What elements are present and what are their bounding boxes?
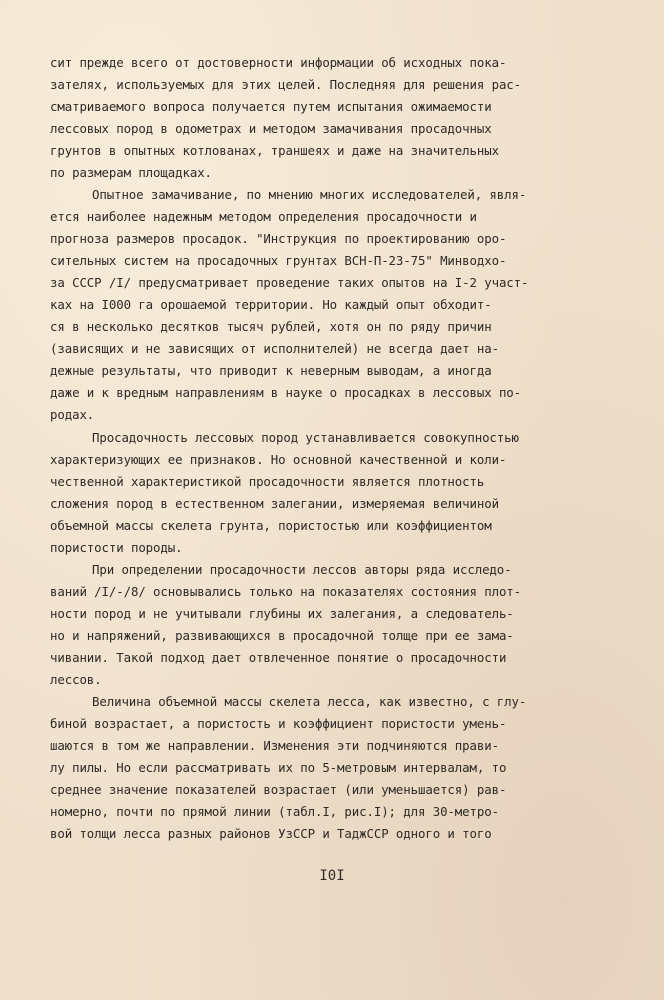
- text-line: шаются в том же направлении. Изменения эти подчиняются прави-: [50, 738, 499, 753]
- text-line: Величина объемной массы скелета лесса, как известно, с глу-: [92, 694, 527, 709]
- text-line: лессов.: [50, 672, 102, 687]
- text-line: лу пилы. Но если рассматривать их по 5-метровым интервалам, то: [50, 760, 507, 775]
- text-line: прогноза размеров просадок. "Инструкция по проектированию оро-: [50, 231, 507, 246]
- text-line: лессовых пород в одометрах и методом замачивания просадочных: [50, 121, 492, 136]
- text-line: сматриваемого вопроса получается путем испытания ожимаемости: [50, 99, 492, 114]
- text-line: ности пород и не учитывали глубины их залегания, а следователь-: [50, 606, 514, 621]
- text-line: Просадочность лессовых пород устанавливается совокупностью: [92, 430, 519, 445]
- text-line: ется наиболее надежным методом определения просадочности и: [50, 209, 477, 224]
- text-line: Опытное замачивание, по мнению многих исследователей, явля-: [92, 187, 527, 202]
- text-line: При определении просадочности лессов авторы ряда исследо-: [92, 562, 512, 577]
- text-line: зателях, используемых для этих целей. Последняя для решения рас-: [50, 77, 522, 92]
- text-line: пористости породы.: [50, 540, 183, 555]
- text-line: даже и к вредным направлениям в науке о просадках в лессовых по-: [50, 385, 522, 400]
- text-line: грунтов в опытных котлованах, траншеях и даже на значительных: [50, 143, 499, 158]
- text-line: за СССР /I/ предусматривает проведение таких опытов на I-2 участ-: [50, 275, 529, 290]
- text-line: ваний /I/-/8/ основывались только на показателях состояния плот-: [50, 584, 522, 599]
- text-line: (зависящих и не зависящих от исполнителей) не всегда дает на-: [50, 341, 499, 356]
- page-number: I0I: [319, 868, 345, 884]
- text-line: сложения пород в естественном залегании, измеряемая величиной: [50, 496, 499, 511]
- text-line: по размерам площадках.: [50, 165, 212, 180]
- text-line: родах.: [50, 407, 95, 422]
- text-line: сительных систем на просадочных грунтах ВСН-П-23-75" Минводхо-: [50, 253, 507, 268]
- text-line: ся в несколько десятков тысяч рублей, хотя он по ряду причин: [50, 319, 492, 334]
- text-line: характеризующих ее признаков. Но основной качественной и коли-: [50, 452, 507, 467]
- text-line: номерно, почти по прямой линии (табл.I, рис.I); для 30-метро-: [50, 804, 499, 819]
- text-line: ках на I000 га орошаемой территории. Но каждый опыт обходит-: [50, 297, 492, 312]
- text-line: но и напряжений, развивающихся в просадочной толще при ее зама-: [50, 628, 514, 643]
- text-line: вой толщи лесса разных районов УзССР и ТаджССР одного и того: [50, 826, 492, 841]
- text-line: чивании. Такой подход дает отвлеченное понятие о просадочности: [50, 650, 507, 665]
- text-line: объемной массы скелета грунта, пористостью или коэффициентом: [50, 518, 492, 533]
- text-line: чественной характеристикой просадочности является плотность: [50, 474, 485, 489]
- text-line: среднее значение показателей возрастает (или уменьшается) рав-: [50, 782, 507, 797]
- text-line: сит прежде всего от достоверности информации об исходных пока-: [50, 55, 507, 70]
- text-line: биной возрастает, а пористость и коэффициент пористости умень-: [50, 716, 507, 731]
- text-line: дежные результаты, что приводит к неверным выводам, а иногда: [50, 363, 492, 378]
